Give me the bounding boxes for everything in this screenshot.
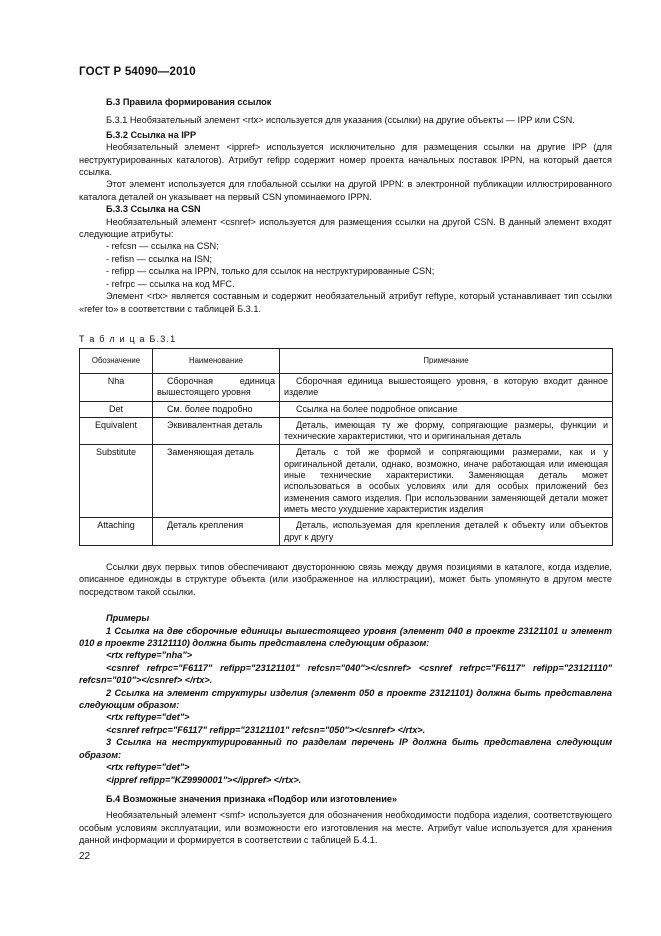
paragraph: Необязательный элемент <csnref> используется для размещения ссылки на другой CSN. В данный элемент входят следующие атрибуты:: [79, 216, 612, 240]
list-item: - refrpc — ссылка на код MFC.: [106, 278, 235, 289]
paragraph: Необязательный элемент <smf> используется для обозначения необходимости подбора изделия, соответствующего особым условиям эксплуатации, или возможности его изготовления на месте. Атрибут value используется для хранения данной информации и формируется в соответствии с таблицей Б.4.1.: [79, 810, 612, 846]
subsection-title: Б.3.2 Ссылка на IPP: [106, 129, 197, 140]
example-text: 1 Ссылка на две сборочные единицы вышестоящего уровня (элемент 040 в проекте 23121101 и элемент 010 в проекте 23121110) должна быть представлена следующим образом:: [79, 625, 612, 649]
table-cell: Сборочная единица вышестоящего уровня: [153, 374, 280, 402]
example-code: <rtx reftype="det">: [106, 712, 190, 723]
examples-title: Примеры: [106, 613, 150, 624]
list-item: - refisn — ссылка на ISN;: [106, 253, 213, 264]
example-code: <csnref refrpc="F6117" refipp="23121101" refcsn="050"></csnref> </rtx>.: [106, 724, 426, 735]
example-code: <rtx reftype="nha">: [106, 650, 193, 661]
table-cell: Заменяющая деталь: [153, 445, 280, 518]
page-number: 22: [79, 851, 91, 862]
list-item: - refipp — ссылка на IPPN, только для ссылок на неструктурированные CSN;: [106, 266, 435, 277]
table-cell: Эквивалентная деталь: [153, 417, 280, 445]
table-cell: Attaching: [80, 518, 153, 546]
example-code: <ippref refipp="KZ9990001"></ippref> </rtx>.: [106, 774, 302, 785]
column-header: Обозначение: [80, 349, 153, 374]
table-cell: Nha: [80, 374, 153, 402]
table-b31: [79, 348, 613, 546]
table-cell: Деталь, используемая для крепления деталей к объекту или объектов друг к другу: [280, 518, 613, 546]
subsection-title: Б.3.3 Ссылка на CSN: [106, 204, 201, 215]
table-cell: Substitute: [80, 445, 153, 518]
table-cell: Ссылка на более подробное описание: [280, 401, 613, 417]
paragraph: Необязательный элемент <ippref> используется исключительно для размещения ссылки на другие IPP (для неструктурированных каталогов). Атрибут refipp содержит номер проекта начальных поставок IPPN, на который дается ссылка.: [79, 142, 612, 178]
section-b3: [79, 96, 612, 315]
section-examples: [79, 561, 612, 847]
table-cell: См. более подробно: [153, 401, 280, 417]
column-header: Примечание: [280, 349, 613, 374]
paragraph: Элемент <rtx> является составным и содержит необязательный атрибут reftype, который устанавливает тип ссылки «refer to» в соответствии с таблицей Б.3.1.: [79, 291, 612, 314]
section-title: Б.4 Возможные значения признака «Подбор или изготовление»: [106, 793, 398, 804]
paragraph: Б.3.1 Необязательный элемент <rtx> используется для указания (ссылки) на другие объекты — IPP или CSN.: [106, 115, 575, 126]
table-cell: Equivalent: [80, 417, 153, 445]
page-header: ГОСТ Р 54090—2010: [79, 66, 196, 78]
example-code: <csnref refrpc="F6117" refipp="23121101" refcsn="040"></csnref> <csnref refrpc="F6117" refipp="23121110" refcsn="010"></csnref> </rtx>.: [79, 662, 612, 686]
list-item: - refcsn — ссылка на CSN;: [106, 241, 219, 252]
paragraph: Этот элемент используется для глобальной ссылки на другой IPPN: в электронной публикации иллюстрированного каталога деталей он указывает на первый CSN упоминаемого IPPN.: [79, 179, 612, 202]
table-cell: Det: [80, 401, 153, 417]
paragraph: Ссылки двух первых типов обеспечивают двустороннюю связь между двумя позициями в каталоге, когда изделие, описанное единожды в структуре объекта (или изображенное на иллюстрации), может быть упомянуто в другом месте посредством такой ссылки.: [79, 562, 612, 597]
table-caption: Т а б л и ц а Б.3.1: [79, 334, 177, 344]
table-cell: Деталь, имеющая ту же форму, сопрягающие размеры, функции и технические характеристики, что и оригинальная деталь: [280, 417, 613, 445]
example-code: <rtx reftype="det">: [106, 762, 190, 773]
example-text: 2 Ссылка на элемент структуры изделия (элемент 050 в проекте 23121101) должна быть представлена следующим образом:: [79, 687, 612, 711]
table-header-row: [80, 349, 613, 374]
column-header: Наименование: [153, 349, 280, 374]
table-row: [80, 445, 613, 518]
table-row: [80, 401, 613, 417]
table-row: [80, 518, 613, 546]
example-text: 3 Ссылка на неструктурированный по разделам перечень IP должна быть представлена следующим образом:: [79, 737, 612, 760]
table-cell: Сборочная единица вышестоящего уровня, в которую входит данное изделие: [280, 374, 613, 402]
table-cell: Деталь с той же формой и сопрягающими размерами, как и у оригинальной детали, однако, возможно, иначе работающая или имеющая иные технические характеристики. Заменяющая деталь может использоваться в особых условиях или для особых приложений без изменения самого изделия. При использовании заменяющей детали может иметь место ухудшение характеристик изделия: [280, 445, 613, 518]
table-cell: Деталь крепления: [153, 518, 280, 546]
table-row: [80, 374, 613, 402]
section-title: Б.3 Правила формирования ссылок: [106, 97, 272, 107]
table-row: [80, 417, 613, 445]
